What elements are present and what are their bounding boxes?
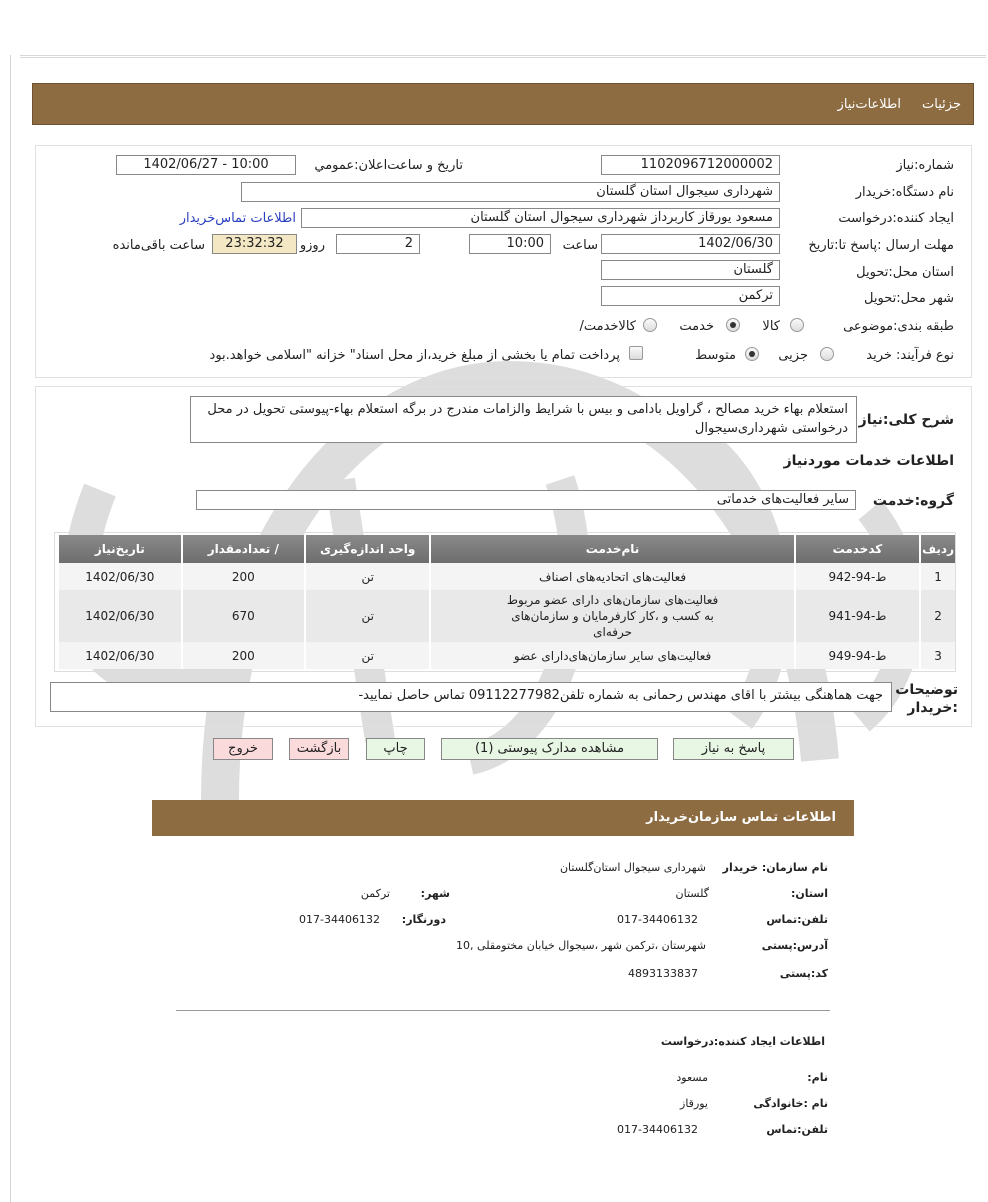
process-medium-radio[interactable] <box>745 347 759 361</box>
days-field: 2 <box>336 234 420 254</box>
deadline-label: مهلت ارسال :پاسخ تا:تاریخ <box>808 238 954 253</box>
contact-section-title: اطلاعات تماس سازمان‌خریدار <box>646 810 836 825</box>
attachments-button[interactable]: مشاهده مدارک پیوستی (1) <box>441 738 658 760</box>
treasury-payment-label: پرداخت تمام یا بخشی از مبلغ خرید،از محل اسناد" خزانه "اسلامی خواهد.بود <box>209 348 620 363</box>
buyer-org-field: شهرداری سیجوال استان گلستان <box>241 182 780 202</box>
creator-family-value: یورقاز <box>680 1097 708 1110</box>
cell-row-number: 1 <box>920 563 955 590</box>
buyer-notes-label: توضیحات :خریدار <box>895 682 958 716</box>
contact-city-label: :شهر <box>420 887 450 900</box>
col-header-need-date: تاریخ‌نیاز <box>58 535 182 563</box>
cell-row-number: 2 <box>920 590 955 642</box>
cell-need-date: 1402/06/30 <box>58 642 182 669</box>
cell-service-name: فعالیت‌های اتحادیه‌های اصناف <box>430 563 794 590</box>
contact-fax-label: :دورنگار <box>401 913 446 926</box>
process-label: نوع فرآیند: خرید <box>866 348 954 363</box>
remaining-time-field: 23:32:32 <box>212 234 297 254</box>
need-number-field: 1102096712000002 <box>601 155 780 175</box>
creator-phone-label: تلفن:تماس <box>766 1123 828 1136</box>
province-label: استان محل:تحویل <box>856 265 954 280</box>
contact-postal-value: 4893133837 <box>628 967 698 980</box>
description-label: شرح کلی:نیاز <box>858 412 954 428</box>
cell-service-name: فعالیت‌های سازمان‌های دارای عضو مربوط به کسب و ،کار کارفرمایان و سازمان‌های حرفه‌ای <box>430 590 794 642</box>
process-minor-label: جزیی <box>778 348 808 363</box>
col-header-service-name: نام‌خدمت <box>430 535 794 563</box>
remaining-time-label: ساعت باقی‌مانده <box>112 238 205 253</box>
service-group-field: سایر فعالیت‌های خدماتی <box>196 490 856 510</box>
need-info-panel <box>35 145 972 378</box>
tab-details[interactable]: جزئیات <box>922 97 961 112</box>
creator-name-value: مسعود <box>676 1071 708 1084</box>
cell-unit: تن <box>305 563 430 590</box>
category-service-radio[interactable] <box>726 318 740 332</box>
contact-address-value: شهرستان ،ترکمن شهر ،سیجوال خیابان مختومقلی ,10 <box>456 939 706 952</box>
category-goods-radio[interactable] <box>790 318 804 332</box>
contact-fax-value: 017-34406132 <box>299 913 380 926</box>
contact-province-value: گلستان <box>675 887 709 900</box>
creator-section-title: اطلاعات ایجاد کننده:درخواست <box>660 1035 825 1048</box>
buyer-org-label: نام دستگاه:خریدار <box>855 185 954 200</box>
cell-quantity: 670 <box>182 590 305 642</box>
city-label: شهر محل:تحویل <box>864 291 954 306</box>
announce-field: 1402/06/27 - 10:00 <box>116 155 296 175</box>
creator-field: مسعود یورقاز کاربرداز شهرداری سیجوال استان گلستان <box>301 208 780 228</box>
creator-family-label: نام :خانوادگی <box>753 1097 828 1110</box>
treasury-payment-checkbox[interactable] <box>629 346 643 360</box>
contact-province-label: :استان <box>790 887 828 900</box>
contact-org-label: نام سازمان: خریدار <box>722 861 828 874</box>
reply-button[interactable]: پاسخ به نیاز <box>673 738 794 760</box>
creator-label: ایجاد کننده:درخواست <box>838 211 954 226</box>
cell-service-name: فعالیت‌های سایر سازمان‌های‌دارای عضو <box>430 642 794 669</box>
cell-need-date: 1402/06/30 <box>58 590 182 642</box>
days-label: روزو <box>299 238 325 253</box>
services-table <box>57 535 955 669</box>
print-button[interactable]: چاپ <box>366 738 425 760</box>
creator-phone-value: 017-34406132 <box>617 1123 698 1136</box>
description-text: استعلام بهاء خرید مصالح ، گراویل بادامی و بیس با شرایط والزامات مندرج در برگه استعلام بهاء-پیوستی تحویل در محل درخواستی شهرداری‌سیجوال <box>190 396 857 443</box>
col-header-service-code: کدخدمت <box>795 535 920 563</box>
city-field: ترکمن <box>601 286 780 306</box>
contact-phone-value: 017-34406132 <box>617 913 698 926</box>
col-header-unit: واحد اندازه‌گیری <box>305 535 430 563</box>
cell-unit: تن <box>305 590 430 642</box>
service-group-label: گروه:خدمت <box>872 493 954 509</box>
table-row <box>58 590 955 642</box>
table-row <box>58 563 955 590</box>
back-button[interactable]: بازگشت <box>289 738 349 760</box>
cell-service-code: ط-94-941 <box>795 590 920 642</box>
cell-quantity: 200 <box>182 642 305 669</box>
category-goods-label: کالا <box>762 319 780 334</box>
province-field: گلستان <box>601 260 780 280</box>
exit-button[interactable]: خروج <box>213 738 273 760</box>
deadline-time-label: ساعت <box>562 238 598 253</box>
contact-divider <box>176 1010 830 1011</box>
buyer-notes-text: جهت هماهنگی بیشتر با اقای مهندس رحمانی به شماره تلفن09112277982 تماس حاصل نمایید- <box>50 682 892 712</box>
tab-need-info[interactable]: اطلاعات‌نیاز <box>837 97 901 112</box>
deadline-time-field: 10:00 <box>469 234 551 254</box>
announce-label: تاریخ و ساعت‌اعلان:عمومي <box>314 158 463 173</box>
need-number-label: شماره:نیاز <box>896 158 954 173</box>
contact-section-header <box>152 800 854 836</box>
page-top-border <box>20 55 986 58</box>
cell-need-date: 1402/06/30 <box>58 563 182 590</box>
category-service-label: خدمت <box>679 319 714 334</box>
header-bar <box>32 83 974 125</box>
table-row <box>58 642 955 669</box>
cell-row-number: 3 <box>920 642 955 669</box>
services-table-wrap <box>54 532 956 672</box>
process-minor-radio[interactable] <box>820 347 834 361</box>
contact-org-value: شهرداری سیجوال استان‌گلستان <box>559 861 706 874</box>
contact-address-label: آدرس:پستی <box>761 939 828 952</box>
table-header-row <box>58 535 955 563</box>
deadline-date-field: 1402/06/30 <box>601 234 780 254</box>
category-label: طبقه بندی:موضوعی <box>843 319 954 334</box>
services-section-title: اطلاعات خدمات موردنیاز <box>783 453 954 469</box>
cell-service-code: ط-94-949 <box>795 642 920 669</box>
cell-unit: تن <box>305 642 430 669</box>
cell-quantity: 200 <box>182 563 305 590</box>
category-goods-service-radio[interactable] <box>643 318 657 332</box>
creator-name-label: :نام <box>807 1071 828 1084</box>
contact-phone-label: تلفن:تماس <box>766 913 828 926</box>
contact-postal-label: کد:پستی <box>779 967 828 980</box>
process-medium-label: متوسط <box>695 348 736 363</box>
col-header-row-number: ردیف <box>920 535 955 563</box>
contact-city-value: ترکمن <box>360 887 390 900</box>
buyer-contact-link[interactable]: اطلاعات تماس‌خریدار <box>179 211 296 226</box>
cell-service-code: ط-94-942 <box>795 563 920 590</box>
category-goods-service-label: /کالاخدمت <box>579 319 636 334</box>
col-header-quantity: / تعدادمقدار <box>182 535 305 563</box>
page-left-border <box>10 55 11 1202</box>
